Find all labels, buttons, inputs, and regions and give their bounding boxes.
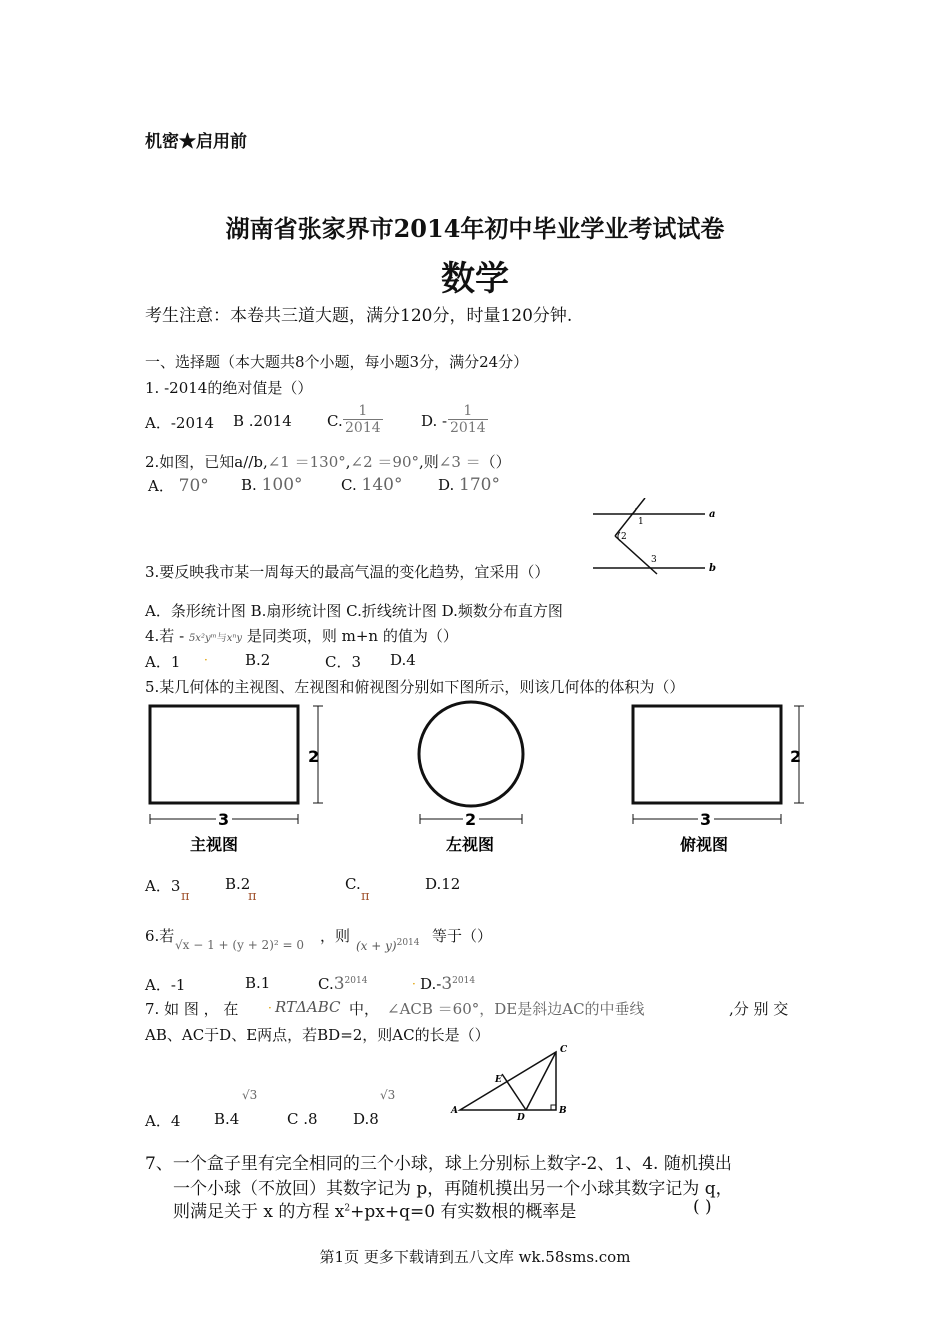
q5-three-views-figure xyxy=(140,698,830,860)
q5-option-a: A．3 xyxy=(145,877,181,895)
q7-option-b: B.4 xyxy=(214,1110,240,1128)
q4-stem-pre: 4.若 - xyxy=(145,627,185,645)
q7-line1-mid: 中， xyxy=(349,1000,380,1018)
q2-option-a-value: 70° xyxy=(178,476,209,496)
top-view-width-label: 3 xyxy=(700,810,712,829)
point-e: E xyxy=(495,1075,502,1085)
label-a: a xyxy=(709,509,716,520)
q2-option-a: A． xyxy=(148,477,174,495)
label-angle-3: 3 xyxy=(651,555,657,565)
q2-stem-pre: 2.如图，已知a//b, xyxy=(145,453,268,471)
front-view-rect xyxy=(150,706,298,803)
vertex-c: C xyxy=(560,1045,568,1055)
question-1-stem: 1. -2014的绝对值是（） xyxy=(145,379,313,397)
q5-option-b-pi: π xyxy=(248,889,257,904)
confidential-label: 机密★启用前 xyxy=(145,132,247,152)
perpendicular-bisector-de xyxy=(502,1074,526,1110)
q6-option-a: A．-1 xyxy=(145,976,186,994)
q4-expr1: 5x²yᵐ xyxy=(188,633,217,644)
q6-option-d-exp: 2014 xyxy=(452,976,476,986)
q2-option-c: C. xyxy=(341,476,357,494)
q4-expr2: xⁿy xyxy=(226,633,243,644)
label-angle-2: 2 xyxy=(621,532,627,542)
q7-option-c: C .8 xyxy=(287,1110,318,1128)
q6-option-c-base: 3 xyxy=(333,974,345,994)
q7-option-a: A．4 xyxy=(145,1112,181,1130)
q7-condition: ∠ACB ＝60°，DE是斜边AC的中垂线 xyxy=(387,1000,645,1018)
q2-option-d-wrap xyxy=(438,475,500,495)
top-view-caption: 俯视图 xyxy=(680,835,729,854)
q1-option-a: A．-2014 xyxy=(145,414,215,432)
q7-line1-post: ,分 别 交 xyxy=(729,1000,789,1018)
q4-stem-post: 是同类项，则 m+n 的值为（） xyxy=(246,627,458,645)
q8-answer-paren: ( ) xyxy=(693,1197,712,1217)
q5-option-c: C. xyxy=(345,875,361,893)
q8-line3-post: +px+q=0 有实数根的概率是 xyxy=(350,1202,577,1222)
q6-option-d-wrap xyxy=(420,974,475,994)
q6-option-d-base: 3 xyxy=(441,974,453,994)
front-view-width-label: 3 xyxy=(218,810,230,829)
q8-line3 xyxy=(173,1197,576,1222)
q4-option-d: D.4 xyxy=(390,651,416,669)
angle-1-arc xyxy=(631,508,636,514)
q7-line2: AB、AC于D、E两点，若BD=2，则AC的长是（） xyxy=(145,1026,490,1044)
q2-angle2: ∠2 ＝90° xyxy=(350,453,419,471)
q2-option-b: B. xyxy=(241,476,257,494)
subject-title: 数学 xyxy=(441,259,509,299)
q6-option-d: D.- xyxy=(420,975,442,993)
q4-option-b: B.2 xyxy=(245,651,271,669)
q7-rt-triangle: RTΔABC xyxy=(275,998,341,1016)
exam-notice: 考生注意：本卷共三道大题，满分120分，时量120分钟. xyxy=(145,306,573,326)
q1-option-c: C. xyxy=(327,412,343,430)
q6-stem-pre: 6.若 xyxy=(145,927,175,945)
front-view-height-label: 2 xyxy=(308,747,320,766)
q6-stem-post: 等于（） xyxy=(432,927,493,945)
q7-option-d-sqrt: √3 xyxy=(380,1088,396,1102)
side-view-width-label: 2 xyxy=(465,810,477,829)
exam-title: 湖南省张家界市2014年初中毕业学业考试试卷 xyxy=(225,214,725,243)
q5-option-c-pi: π xyxy=(361,889,370,904)
top-view-rect xyxy=(633,706,781,803)
decor-dot-2: · xyxy=(412,977,416,991)
q1-option-d: D. - xyxy=(421,412,448,430)
page-footer: 第1页 更多下载请到五八文库 wk.58sms.com xyxy=(319,1248,631,1266)
decor-dot: · xyxy=(204,653,208,667)
q2-options xyxy=(148,475,209,496)
q6-option-c-exp: 2014 xyxy=(344,976,368,986)
q1-option-d-fraction: $\frac{1}{2014}$ xyxy=(450,403,486,436)
question-4-stem xyxy=(145,625,458,646)
q8-line1: 7、一个盒子里有完全相同的三个小球，球上分别标上数字-2、1、4. 随机摸出 xyxy=(145,1154,732,1174)
q8-line2: 一个小球（不放回）其数字记为 p，再随机摸出另一个小球其数字记为 q， xyxy=(173,1179,733,1199)
label-angle-1: 1 xyxy=(638,517,644,527)
q2-paren: （） xyxy=(480,453,511,471)
q6-expr2-base: (x + y) xyxy=(356,939,397,953)
q2-option-d: D. xyxy=(438,476,455,494)
q6-option-c-wrap xyxy=(318,974,367,994)
q5-option-a-pi: π xyxy=(181,889,190,904)
question-5-stem: 5.某几何体的主视图、左视图和俯视图分别如下图所示，则该几何体的体积为（） xyxy=(145,678,685,696)
q7-option-b-sqrt: √3 xyxy=(242,1088,258,1102)
q5-option-d: D.12 xyxy=(425,875,461,893)
q2-stem-post: ,则 xyxy=(419,453,439,471)
top-view-height-label: 2 xyxy=(790,747,802,766)
q4-mid: 与 xyxy=(216,633,227,644)
q2-option-d-value: 170° xyxy=(459,475,500,495)
q2-angle1: ∠1 ＝130° xyxy=(267,453,346,471)
q2-option-c-value: 140° xyxy=(361,475,403,495)
q6-expr: √x − 1 + (y + 2)² = 0 xyxy=(175,938,305,952)
q7-line1-pre: 7. 如 图 ， 在 xyxy=(145,1000,239,1018)
q4-option-a: A．1 xyxy=(145,653,181,671)
q7-option-d: D.8 xyxy=(353,1110,379,1128)
question-2-stem: 2.如图，已知a//b,∠1 ＝130°,∠2 ＝90°,则∠3 ＝（） xyxy=(145,453,511,471)
front-view-caption: 主视图 xyxy=(190,835,239,854)
q2-option-c-wrap xyxy=(341,475,402,495)
q5-option-b: B.2 xyxy=(225,875,251,893)
q6-option-c: C. xyxy=(318,975,334,993)
q1-option-c-fraction: $\frac{1}{2014}$ xyxy=(345,403,381,436)
vertex-a: A xyxy=(451,1106,458,1116)
q6-mid: ，则 xyxy=(320,927,351,945)
q7-triangle-figure xyxy=(448,1040,578,1120)
q8-line3-pre: 则满足关于 x 的方程 x xyxy=(173,1202,345,1222)
side-view-circle xyxy=(419,702,523,806)
point-d: D xyxy=(517,1113,525,1120)
q6-option-b: B.1 xyxy=(245,974,271,992)
vertex-b: B xyxy=(559,1106,567,1116)
q6-expr2-exp: 2014 xyxy=(396,938,420,948)
q2-option-b-value: 100° xyxy=(261,475,303,495)
q2-angle3: ∠3 ＝ xyxy=(438,453,481,471)
q3-options: A．条形统计图 B.扇形统计图 C.折线统计图 D.频数分布直方图 xyxy=(145,602,563,620)
q8-sup: 2 xyxy=(344,1203,351,1214)
q1-option-b: B .2014 xyxy=(233,412,292,430)
q2-option-b-wrap xyxy=(241,475,303,495)
question-3-stem: 3.要反映我市某一周每天的最高气温的变化趋势，宜采用（） xyxy=(145,563,550,581)
label-b: b xyxy=(709,563,716,574)
q4-option-c: C．3 xyxy=(325,653,362,671)
section-title: 一、选择题（本大题共8个小题，每小题3分，满分24分） xyxy=(145,353,529,371)
decor-dot-3: · xyxy=(268,1001,272,1015)
q2-parallel-lines-figure xyxy=(585,498,725,580)
q6-expr2 xyxy=(356,938,420,953)
side-view-caption: 左视图 xyxy=(446,835,495,854)
